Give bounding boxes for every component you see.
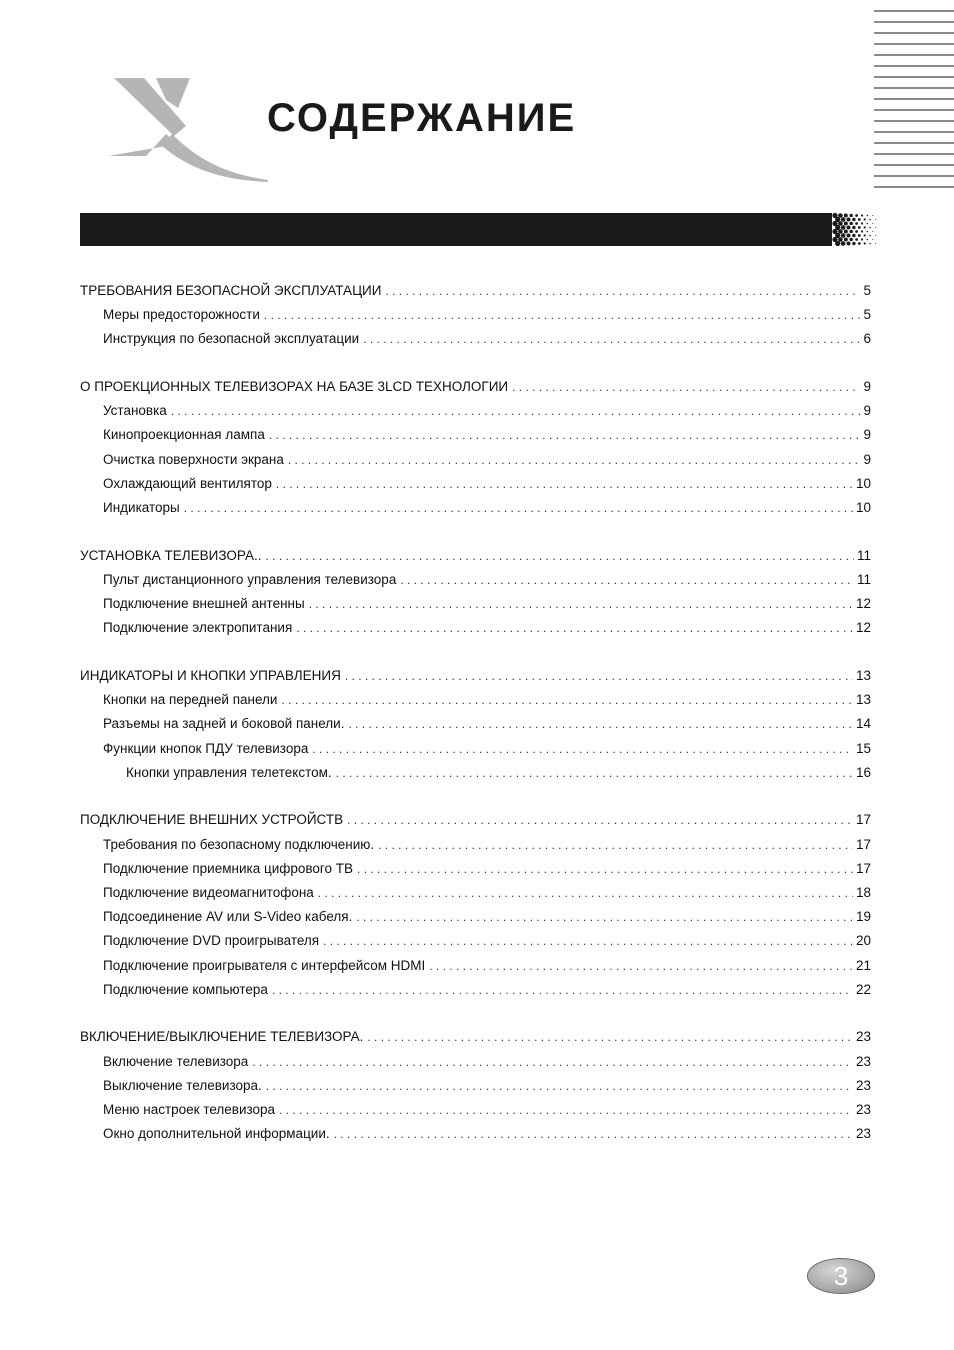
toc-entry-title: Кнопки на передней панели xyxy=(103,692,278,708)
toc-section-heading[interactable] xyxy=(80,375,871,399)
dot-leader xyxy=(312,737,853,761)
toc-item[interactable] xyxy=(80,568,871,592)
toc-entry-title: ИНДИКАТОРЫ И КНОПКИ УПРАВЛЕНИЯ xyxy=(80,667,341,683)
toc-entry-page: 15 xyxy=(855,740,871,756)
toc-entry-page: 23 xyxy=(855,1029,871,1045)
dot-leader xyxy=(345,664,853,688)
toc-section-heading[interactable] xyxy=(80,544,871,568)
dot-leader xyxy=(334,1122,853,1146)
toc-entry-page: 11 xyxy=(856,571,871,587)
toc-item[interactable] xyxy=(80,592,871,616)
toc-item[interactable] xyxy=(80,1098,871,1122)
toc-section xyxy=(80,375,871,520)
dot-leader xyxy=(385,279,860,303)
toc-entry-title: Функции кнопок ПДУ телевизора xyxy=(103,740,309,756)
toc-entry-page: 23 xyxy=(855,1101,871,1117)
dot-leader xyxy=(363,327,860,351)
dot-leader xyxy=(378,833,853,857)
toc-entry-page: 21 xyxy=(855,957,871,973)
toc-entry-title: Пульт дистанционного управления телевизора xyxy=(103,571,397,587)
toc-entry-page: 5 xyxy=(863,307,871,323)
toc-item[interactable] xyxy=(80,737,871,761)
toc-item[interactable] xyxy=(80,327,871,351)
dotted-fade-icon xyxy=(832,213,876,246)
dot-leader xyxy=(264,303,861,327)
dot-leader xyxy=(288,448,861,472)
toc-item[interactable] xyxy=(80,448,871,472)
toc-entry-title: Подсоединение AV или S-Video кабеля. xyxy=(103,909,353,925)
dot-leader xyxy=(252,1050,853,1074)
dot-leader xyxy=(184,496,853,520)
toc-entry-page: 18 xyxy=(855,884,871,900)
toc-section-heading[interactable] xyxy=(80,279,871,303)
toc-entry-title: Установка xyxy=(103,403,167,419)
stripes-icon xyxy=(874,10,954,197)
toc-entry-title: Меню настроек телевизора xyxy=(103,1101,276,1117)
dot-leader xyxy=(318,881,853,905)
toc-entry-page: 10 xyxy=(855,475,871,491)
toc-item[interactable] xyxy=(80,1074,871,1098)
toc-section xyxy=(80,664,871,785)
toc-item[interactable] xyxy=(80,1122,871,1146)
toc-entry-page: 11 xyxy=(856,547,871,563)
toc-item[interactable] xyxy=(80,929,871,953)
dot-leader xyxy=(266,544,854,568)
toc-entry-page: 9 xyxy=(863,379,871,395)
toc-item[interactable] xyxy=(80,954,871,978)
toc-entry-page: 9 xyxy=(863,451,871,467)
toc-entry-page: 12 xyxy=(855,620,871,636)
dot-leader xyxy=(323,929,853,953)
toc-item[interactable] xyxy=(80,905,871,929)
toc-entry-title: ВКЛЮЧЕНИЕ/ВЫКЛЮЧЕНИЕ ТЕЛЕВИЗОРА. xyxy=(80,1029,364,1045)
toc-entry-page: 17 xyxy=(855,860,871,876)
toc-entry-title: Подключение компьютера xyxy=(103,981,268,997)
toc-item[interactable] xyxy=(80,399,871,423)
dot-leader xyxy=(512,375,860,399)
toc-entry-page: 17 xyxy=(855,812,871,828)
toc-item[interactable] xyxy=(80,712,871,736)
dot-leader xyxy=(279,1098,853,1122)
toc-entry-page: 23 xyxy=(855,1053,871,1069)
toc-item[interactable] xyxy=(80,881,871,905)
toc-entry-page: 13 xyxy=(855,667,871,683)
page-number-badge xyxy=(807,1258,875,1294)
toc-item[interactable] xyxy=(80,472,871,496)
toc-entry-page: 9 xyxy=(863,427,871,443)
toc-entry-title: Охлаждающий вентилятор xyxy=(103,475,272,491)
toc-section xyxy=(80,808,871,1002)
toc-item[interactable] xyxy=(80,761,871,785)
toc-section xyxy=(80,1025,871,1146)
toc-section-heading[interactable] xyxy=(80,664,871,688)
dot-leader xyxy=(348,712,853,736)
toc-entry-title: О ПРОЕКЦИОННЫХ ТЕЛЕВИЗОРАХ НА БАЗЕ 3LCD ТЕХНОЛОГИИ xyxy=(80,379,509,395)
toc-entry-title: Кинопроекционная лампа xyxy=(103,427,265,443)
toc-item[interactable] xyxy=(80,616,871,640)
toc-entry-title: Кнопки управления телетекстом. xyxy=(126,764,332,780)
toc-section xyxy=(80,279,871,352)
toc-entry-title: Подключение видеомагнитофона xyxy=(103,884,314,900)
toc-entry-title: ТРЕБОВАНИЯ БЕЗОПАСНОЙ ЭКСПЛУАТАЦИИ xyxy=(80,283,382,298)
table-of-contents xyxy=(80,279,871,1170)
dot-leader xyxy=(367,1025,853,1049)
toc-entry-page: 22 xyxy=(855,981,871,997)
dot-leader xyxy=(347,808,853,832)
dot-leader xyxy=(266,1074,853,1098)
toc-entry-page: 12 xyxy=(855,596,871,612)
dot-leader xyxy=(309,592,853,616)
page-number: 3 xyxy=(833,1261,849,1291)
toc-entry-title: УСТАНОВКА ТЕЛЕВИЗОРА.. xyxy=(80,547,262,563)
toc-entry-page: 10 xyxy=(855,500,871,515)
toc-entry-page: 16 xyxy=(855,764,871,780)
toc-item[interactable] xyxy=(80,1050,871,1074)
toc-entry-title: Подключение электропитания xyxy=(103,620,293,636)
toc-item[interactable] xyxy=(80,688,871,712)
toc-entry-title: Подключение приемника цифрового ТВ xyxy=(103,860,354,876)
dot-leader xyxy=(281,688,852,712)
toc-entry-title: ПОДКЛЮЧЕНИЕ ВНЕШНИХ УСТРОЙСТВ xyxy=(80,812,344,828)
toc-entry-page: 9 xyxy=(863,403,871,419)
toc-entry-title: Выключение телевизора. xyxy=(103,1077,262,1093)
toc-entry-page: 5 xyxy=(863,283,871,298)
toc-entry-title: Меры предосторожности xyxy=(103,307,260,323)
toc-item[interactable] xyxy=(80,857,871,881)
page-title: СОДЕРЖАНИЕ xyxy=(267,96,577,140)
x-logo-icon xyxy=(108,74,270,186)
toc-section-heading[interactable] xyxy=(80,1025,871,1049)
toc-item[interactable] xyxy=(80,496,871,520)
dot-leader xyxy=(357,857,853,881)
toc-item[interactable] xyxy=(80,423,871,447)
toc-entry-title: Требования по безопасному подключению. xyxy=(103,836,375,852)
toc-section xyxy=(80,544,871,641)
toc-entry-page: 20 xyxy=(855,933,871,949)
dot-leader xyxy=(336,761,853,785)
toc-entry-title: Очистка поверхности экрана xyxy=(103,451,284,467)
toc-entry-title: Окно дополнительной информации. xyxy=(103,1126,330,1142)
toc-entry-title: Индикаторы xyxy=(103,500,180,515)
toc-entry-page: 13 xyxy=(855,692,871,708)
toc-entry-page: 17 xyxy=(855,836,871,852)
dot-leader xyxy=(296,616,853,640)
toc-entry-page: 19 xyxy=(855,909,871,925)
toc-item[interactable] xyxy=(80,833,871,857)
dot-leader xyxy=(272,978,853,1002)
dot-leader xyxy=(276,472,853,496)
dot-leader xyxy=(356,905,853,929)
dot-leader xyxy=(269,423,861,447)
toc-entry-title: Разъемы на задней и боковой панели. xyxy=(103,716,345,732)
toc-section-heading[interactable] xyxy=(80,808,871,832)
toc-entry-title: Подключение DVD проигрывателя xyxy=(103,933,320,949)
toc-entry-page: 23 xyxy=(855,1126,871,1142)
toc-item[interactable] xyxy=(80,303,871,327)
header-bar xyxy=(80,213,875,246)
toc-entry-title: Инструкция по безопасной эксплуатации xyxy=(103,331,360,347)
dot-leader xyxy=(429,954,853,978)
dot-leader xyxy=(171,399,861,423)
toc-entry-title: Подключение проигрывателя с интерфейсом HDMI xyxy=(103,957,426,973)
toc-entry-page: 14 xyxy=(855,716,871,732)
toc-item[interactable] xyxy=(80,978,871,1002)
toc-entry-page: 6 xyxy=(863,331,871,347)
toc-entry-title: Подключение внешней антенны xyxy=(103,596,305,612)
toc-entry-page: 23 xyxy=(855,1077,871,1093)
dot-leader xyxy=(400,568,854,592)
toc-entry-title: Включение телевизора xyxy=(103,1053,249,1069)
